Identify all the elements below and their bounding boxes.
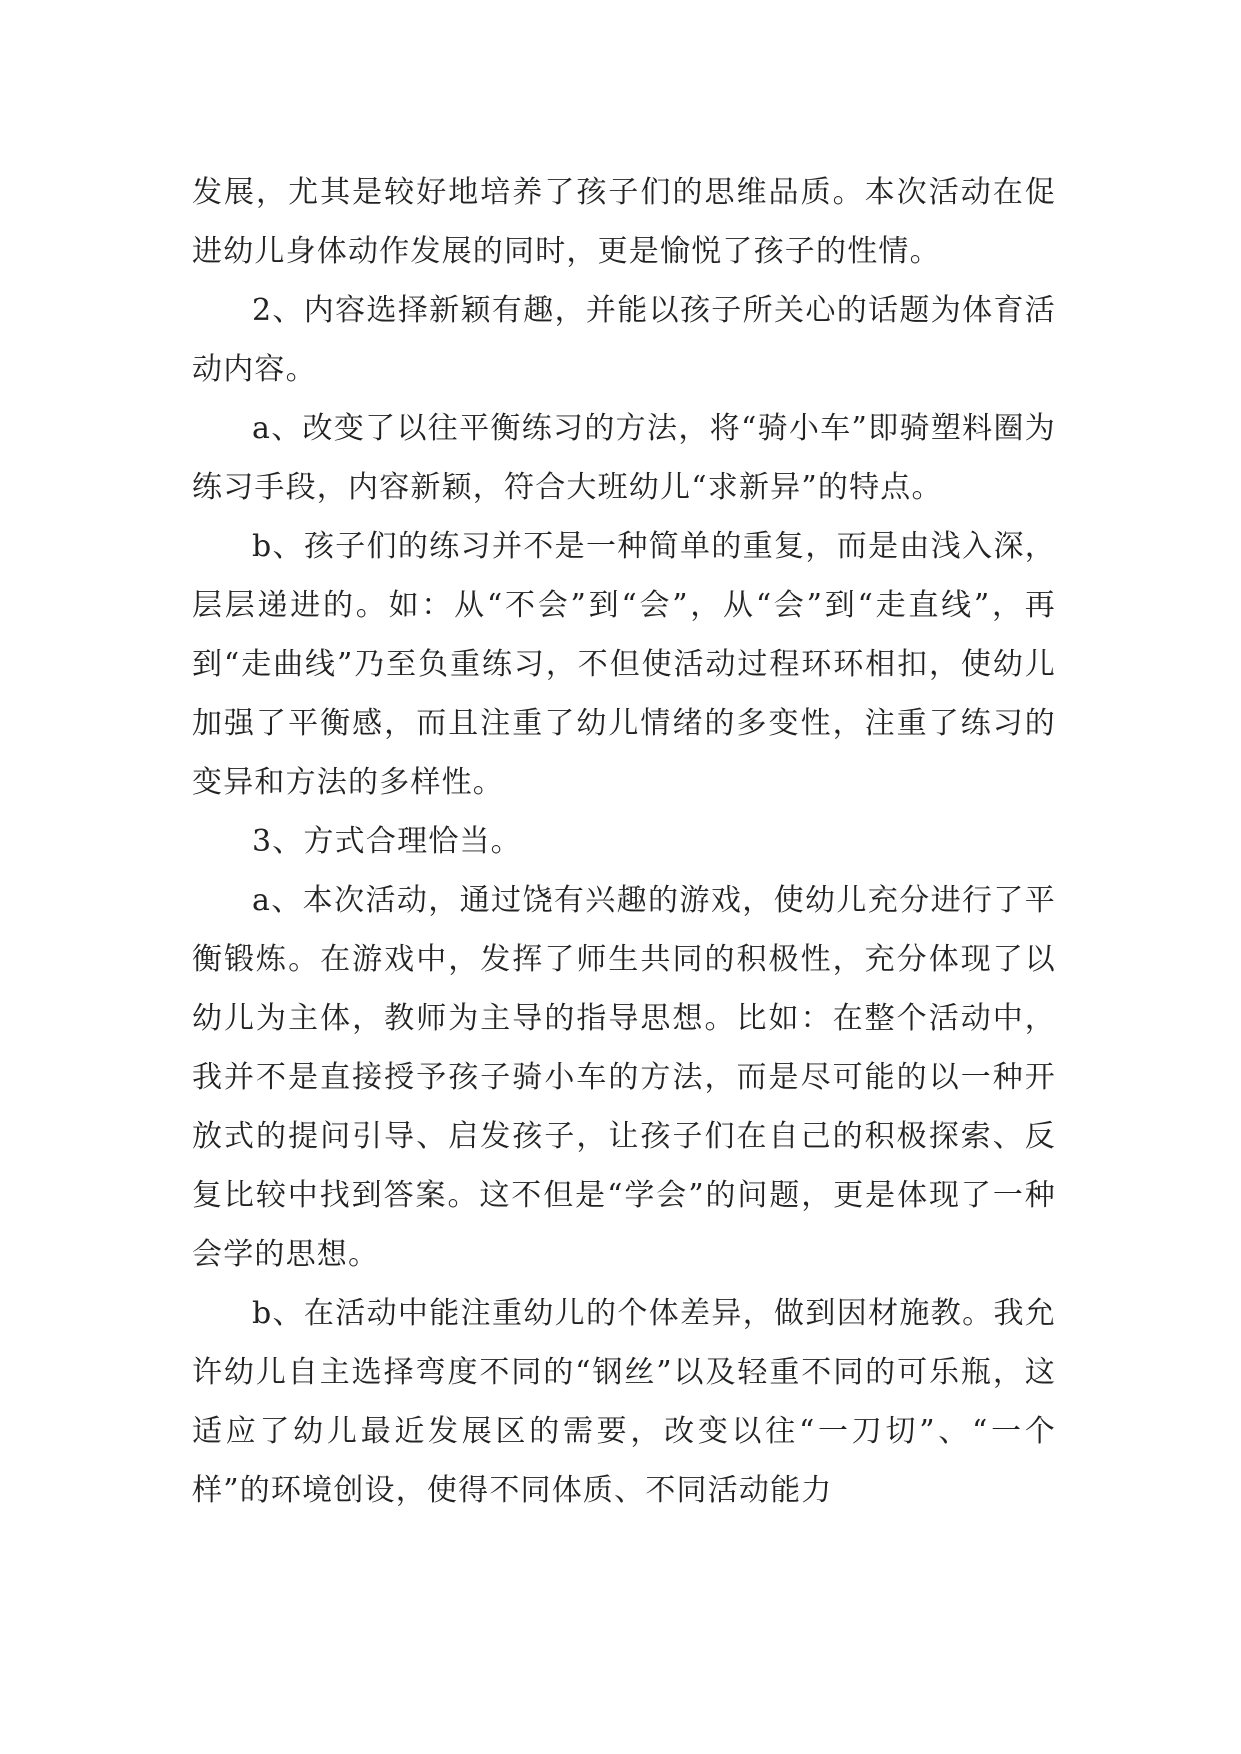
paragraph-5: 3、方式合理恰当。 [252,824,522,859]
paragraph-2: 2、内容选择新颖有趣，并能以孩子所关心的话题为体育活动内容。 [192,293,1056,387]
document-body [192,163,1056,1520]
paragraph-7: b、在活动中能注重幼儿的个体差异，做到因材施教。我允许幼儿自主选择弯度不同的“钢丝”以及轻重不同的可乐瓶，这适应了幼儿最近发展区的需要，改变以往“一刀切”、“一个样”的环境创设，使得不同体质、不同活动能力 [192,1296,1056,1508]
paragraph-1: 发展，尤其是较好地培养了孩子们的思维品质。本次活动在促进幼儿身体动作发展的同时，更是愉悦了孩子的性情。 [192,175,1056,269]
paragraph-6: a、本次活动，通过饶有兴趣的游戏，使幼儿充分进行了平衡锻炼。在游戏中，发挥了师生共同的积极性，充分体现了以幼儿为主体，教师为主导的指导思想。比如：在整个活动中，我并不是直接授予孩子骑小车的方法，而是尽可能的以一种开放式的提问引导、启发孩子，让孩子们在自己的积极探索、反复比较中找到答案。这不但是“学会”的问题，更是体现了一种会学的思想。 [192,883,1056,1272]
paragraph-3: a、改变了以往平衡练习的方法，将“骑小车”即骑塑料圈为练习手段，内容新颖，符合大班幼儿“求新异”的特点。 [192,411,1056,505]
paragraph-4: b、孩子们的练习并不是一种简单的重复，而是由浅入深，层层递进的。如：从“不会”到“会”，从“会”到“走直线”，再到“走曲线”乃至负重练习，不但使活动过程环环相扣，使幼儿加强了平衡感，而且注重了幼儿情绪的多变性，注重了练习的变异和方法的多样性。 [192,529,1056,800]
